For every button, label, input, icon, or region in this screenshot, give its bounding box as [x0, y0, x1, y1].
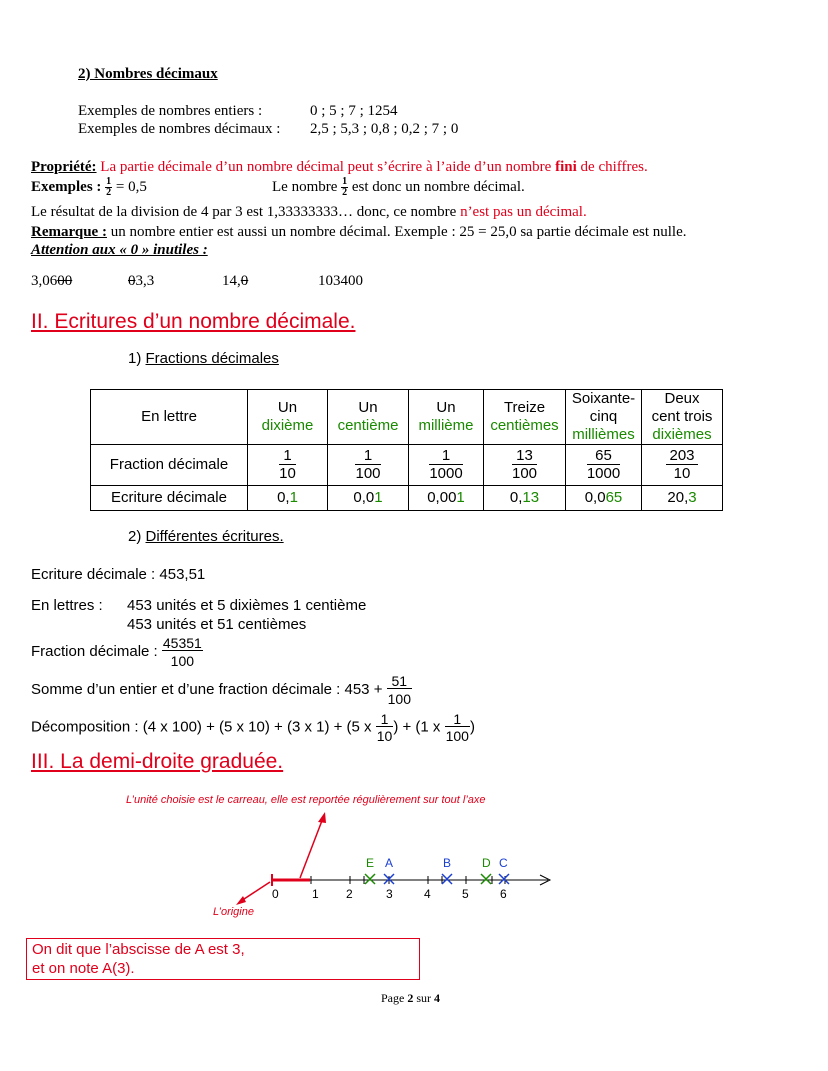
property-text-b: de chiffres.: [576, 159, 648, 175]
point-C-cross: [499, 874, 509, 884]
point-B-cross: [442, 874, 452, 884]
tick-label-3: 3: [386, 887, 393, 901]
tick-label-5: 5: [462, 887, 469, 901]
origin-arrow-head: [236, 896, 246, 905]
cell-letter-5: Soixante- cinq millièmes: [566, 390, 642, 445]
point-label-E: E: [366, 856, 375, 870]
cell-letter-2: Un centième: [328, 390, 409, 445]
fraction-one-half: $\frac{1}{2}$: [106, 176, 112, 198]
division-red: n’est pas un décimal.: [460, 204, 587, 220]
subheading-fractions: 1) Fractions décimales: [128, 350, 279, 367]
subheading-ecritures: 2) Différentes écritures.: [128, 528, 284, 545]
note-arrow: [300, 818, 323, 878]
row-label-decimal: Ecriture décimale: [91, 486, 248, 511]
cell-decimal-4: 0,13: [484, 486, 566, 511]
heading-section-3: III. La demi-droite graduée.: [31, 750, 284, 773]
cell-decimal-6: 20,3: [642, 486, 723, 511]
cell-fraction-1: $\frac{1}{10}$: [248, 445, 328, 486]
heading-section-2: II. Ecritures d’un nombre décimale.: [31, 310, 356, 333]
examples-eq: = 0,5: [112, 178, 147, 195]
attention-label: Attention aux « 0 » inutiles :: [31, 242, 208, 258]
point-label-D: D: [482, 856, 491, 870]
fraction-decimale-label: Fraction décimale :: [31, 642, 162, 660]
cell-fraction-2: $\frac{1}{100}$: [328, 445, 409, 486]
remark-text: un nombre entier est aussi un nombre décimal. Exemple : 25 = 25,0 sa partie décimale est nulle.: [106, 224, 687, 240]
section-title: 2) Nombres décimaux: [78, 66, 218, 82]
conclusion-line-2: et on note A(3).: [32, 960, 135, 977]
cell-decimal-1: 0,1: [248, 486, 328, 511]
point-label-A: A: [385, 856, 394, 870]
origin-label: L’origine: [213, 906, 254, 918]
note-arrow-head: [318, 812, 326, 823]
cell-fraction-3: $\frac{1}{1000}$: [409, 445, 484, 486]
cell-decimal-3: 0,001: [409, 486, 484, 511]
unit-note: L’unité choisie est le carreau, elle est reportée régulièrement sur tout l’axe: [126, 794, 486, 806]
ecriture-decimale: Ecriture décimale : 453,51: [31, 566, 206, 583]
examples-nombre-post: est donc un nombre décimal.: [348, 178, 525, 195]
fraction-51: $\frac{51}{100}$: [387, 673, 411, 707]
remark-label: Remarque :: [31, 224, 107, 240]
zero-example-2: 03,3: [128, 273, 155, 289]
point-E-cross: [365, 874, 375, 884]
examples-decimals-values: 2,5 ; 5,3 ; 0,8 ; 0,2 ; 7 ; 0: [310, 121, 459, 137]
fraction-45351: $\frac{45351}{100}$: [162, 635, 202, 669]
tick-label-1: 1: [312, 887, 319, 901]
fraction-one-half-2: $\frac{1}{2}$: [342, 176, 348, 198]
examples-integers-values: 0 ; 5 ; 7 ; 1254: [310, 103, 398, 119]
row-label-letter: En lettre: [91, 390, 248, 445]
examples-decimals-label: Exemples de nombres décimaux :: [78, 121, 281, 137]
examples-nombre-pre: Le nombre: [272, 178, 342, 195]
zero-example-4: 103400: [318, 273, 363, 289]
somme-label: Somme d’un entier et d’une fraction décimale : 453 +: [31, 680, 387, 698]
division-text: Le résultat de la division de 4 par 3 est 1,33333333… donc, ce nombre: [31, 204, 461, 220]
lettres-label: En lettres :: [31, 597, 103, 614]
property-label: Propriété:: [31, 159, 97, 175]
tick-label-0: 0: [272, 887, 279, 901]
cell-letter-1: Un dixième: [248, 390, 328, 445]
examples-integers-label: Exemples de nombres entiers :: [78, 103, 263, 119]
page-footer: Page 2 sur 4: [381, 991, 440, 1005]
point-label-C: C: [499, 856, 508, 870]
property-text-a: La partie décimale d’un nombre décimal peut s’écrire à l’aide d’un nombre: [96, 159, 556, 175]
examples-label: Exemples :: [31, 178, 102, 195]
cell-decimal-2: 0,01: [328, 486, 409, 511]
cell-letter-6: Deux cent trois dixièmes: [642, 390, 723, 445]
cell-fraction-6: $\frac{203}{10}$: [642, 445, 723, 486]
tick-label-2: 2: [346, 887, 353, 901]
cell-decimal-5: 0,065: [566, 486, 642, 511]
cell-fraction-4: $\frac{13}{100}$: [484, 445, 566, 486]
conclusion-line-1: On dit que l’abscisse de A est 3,: [32, 941, 245, 958]
conclusion-box: [26, 938, 420, 980]
zero-example-1: 3,0600: [31, 273, 73, 289]
cell-letter-3: Un millième: [409, 390, 484, 445]
zero-example-3: 14,0: [222, 273, 249, 289]
cell-fraction-5: $\frac{65}{1000}$: [566, 445, 642, 486]
point-label-B: B: [443, 856, 452, 870]
cell-letter-4: Treize centièmes: [484, 390, 566, 445]
property-text-bold: fini: [555, 159, 577, 175]
row-label-fraction: Fraction décimale: [91, 445, 248, 486]
lettres-line-2: 453 unités et 51 centièmes: [127, 616, 307, 633]
lettres-line-1: 453 unités et 5 dixièmes 1 centième: [127, 597, 367, 614]
tick-label-6: 6: [500, 887, 507, 901]
origin-arrow: [241, 882, 270, 901]
point-D-cross: [481, 874, 491, 884]
decomposition-line: Décomposition : (4 x 100) + (5 x 10) + (3 x 1) + (5 x $\frac{1}{10}$ ) + (1 x $\frac{1}{100}$ ): [31, 711, 475, 744]
tick-label-4: 4: [424, 887, 431, 901]
